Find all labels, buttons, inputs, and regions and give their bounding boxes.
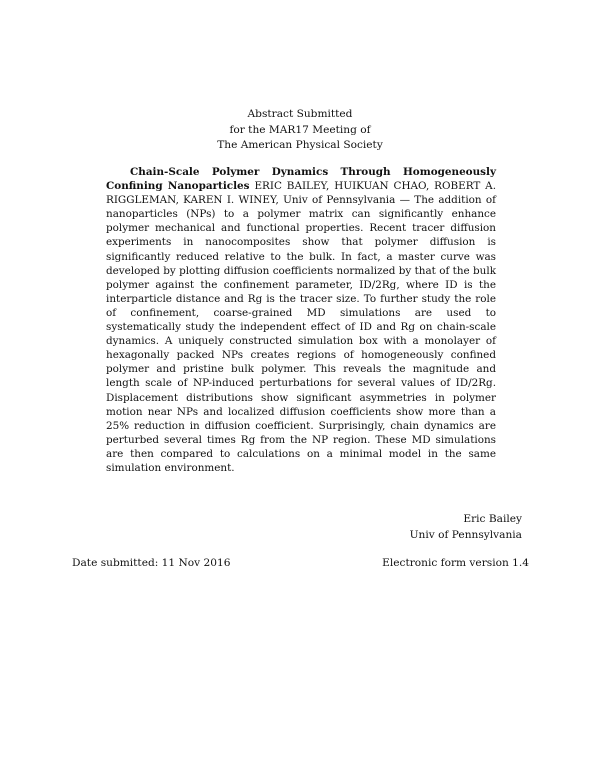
header-line-1: Abstract Submitted [247, 108, 353, 120]
signature-name: Eric Bailey [463, 513, 522, 525]
header-line-3: The American Physical Society [217, 139, 383, 151]
abstract-paragraph [106, 165, 496, 475]
signature-block [410, 512, 522, 543]
submission-header [0, 107, 600, 154]
signature-affiliation: Univ of Pennsylvania [409, 528, 522, 541]
abstract-authors: ERIC BAILEY, HUIKUAN CHAO, ROBERT A. RIGGLEMAN, KAREN I. WINEY, Univ of Pennsylvania [106, 180, 496, 207]
header-line-2: for the MAR17 Meeting of [229, 123, 371, 136]
date-submitted: Date submitted: 11 Nov 2016 [72, 557, 231, 569]
abstract-body: — The addition of nanoparticles (NPs) to a polymer matrix can significantly enhance polymer mechanical and functional properties. Recent tracer diffusion experiments in nanocomposites show that polymer diffusion is significantly reduced relative to the bulk. In fact, a master curve was developed by plotting diffusion coefficients normalized by that of the bulk polymer against the confinement parameter, ID/2Rg, where ID is the interparticle distance and Rg is the tracer size. To further study the role of confinement, coarse-grained MD simulations are used to systematically study the independent effect of ID and Rg on chain-scale dynamics. A uniquely constructed simulation box with a monolayer of hexagonally packed NPs creates regions of homogeneously confined polymer and pristine bulk polymer. This reveals the magnitude and length scale of NP-induced perturbations for several values of ID/2Rg. Displacement distributions show significant asymmetries in polymer motion near NPs and localized diffusion coefficients show more than a 25% reduction in diffusion coefficient. Surprisingly, chain dynamics are perturbed several times Rg from the NP region. These MD simulations are then compared to calculations on a minimal model in the same simulation environment. [106, 194, 496, 474]
form-version: Electronic form version 1.4 [382, 557, 529, 569]
abstract-title: Chain-Scale Polymer Dynamics Through Homogeneously Confining Nanoparticles [106, 166, 496, 193]
